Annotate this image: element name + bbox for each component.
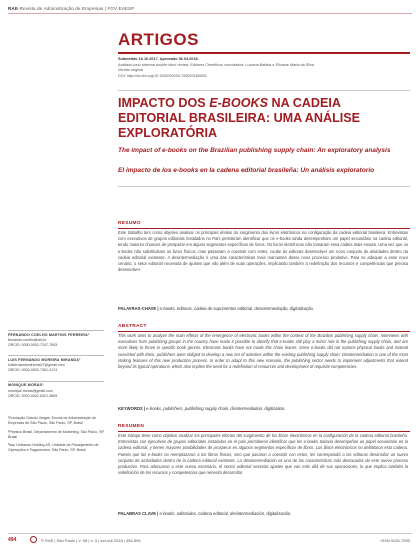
resumo-kw-label: PALAVRAS-CHAVE | <box>118 306 159 311</box>
abstract-kw-value: e-books, publishers, publishing supply chain, disintermediation, digitization. <box>145 406 286 411</box>
author-separator <box>8 330 104 331</box>
article-title <box>118 96 408 141</box>
running-head <box>8 6 134 11</box>
author-orcid[interactable]: ORCID: 0000-0002-7361-4174 <box>8 368 58 373</box>
affiliations <box>8 416 108 457</box>
journal-name: -Revista de Administração de Empresas | FGV EAESP <box>18 6 135 11</box>
resumen-body: Este trabajo tiene como objetivo analizar los principales efectos del surgimiento de los libros electrónicos en la configuración de la cadena editorial brasileña. Entrevistas con ejecutivos de grupos editoriales instalados en el país permitieron identificar que los e-books todavía desempeñan un papel secundario en la cadena editorial, y tienen mayores posibilidades de prosperar en algunos segmentos específicos de libros. Los libros electrónicos no debilitaron esta cadena. Puesto que los e-books no reemplazaron a los libros físicos, sino que pasaron a coexistir con estos, les correspondió a las editoras desarrollar un nuevo conjunto de actividades dentro de la cadena editorial existente. La desintermediación es una de las características más destacadas de este nuevo proceso productivo. Para adecuarse a este nuevo escenario, el sector editorial necesita ajustes que van más allá de sus operaciones, lo que implica también la redefinición de los recursos y competencias que necesita desarrollar. <box>118 433 408 476</box>
article-meta <box>118 57 408 79</box>
abstract-heading: ABSTRACT <box>118 324 147 329</box>
resumen-rule <box>118 431 410 432</box>
abstract-keywords <box>118 406 408 412</box>
resumo-rule <box>118 228 410 229</box>
subtitle-english: The impact of e-books on the Brazilian publishing supply chain: An exploratory analysis <box>118 147 391 154</box>
title-italic: E-BOOKS <box>209 96 268 110</box>
abstract-kw-label: KEYWORDS | <box>118 406 145 411</box>
title-part-2: NA CADEIA EDITORIAL BRASILEIRA: UMA ANÁLISE EXPLORATÓRIA <box>118 96 361 140</box>
section-title: ARTIGOS <box>118 30 199 49</box>
author-orcid[interactable]: ORCID: 0000-0002-7247-7693 <box>8 343 58 348</box>
author-1 <box>8 330 108 348</box>
author-orcid[interactable]: ORCID: 0000-0002-8321-3659 <box>8 393 58 398</box>
approved-date: Aprovado 06.04.2018. <box>159 57 199 61</box>
version-line: Versão original <box>118 68 144 73</box>
cc-license-icon <box>30 536 37 543</box>
subtitle-spanish: El impacto de los e-books en la cadena editorial brasileña: Un análisis exploratorio <box>118 167 375 174</box>
author-separator <box>8 355 104 356</box>
running-head-rule <box>8 13 412 14</box>
author-2 <box>8 355 108 373</box>
author-name: MONIQUE MORAS³ <box>8 383 44 388</box>
affiliation-3: ³Itau Unibanco Holding AS, Unidade de Planejamento de Operações e Pagamentos, São Paulo, SP, Brasil <box>8 443 99 453</box>
author-name: FERNANDO COELHO MARTINS FERREIRA¹ <box>8 332 90 337</box>
doi-link[interactable]: DOI: http://dx.doi.org/10.1590/S0034-759020180605 <box>118 73 207 78</box>
resumo-body: Este trabalho tem como objetivo analisar os principais efeitos do surgimento dos livros eletrônicos na configuração da cadeia editorial brasileira. Entrevistas com executivos de grupos editoriais instalados no País permitiram identificar que os e-books ainda desempenham um papel secundário na cadeia editorial, tendo maiores chances de prosperar em alguns segmentos específicos de livros. Os livros eletrônicos não tomaram essa cadeia mais enxuta. Uma vez que os e-books não substituíram os livros físicos, mas passaram a coexistir com estes, coube às editoras desenvolver um novo conjunto de atividades dentro da cadeia editorial existente. A desintermediação é uma das características mais marcantes desse novo processo produtivo. Para se adequar a esse novo cenário, o setor editorial necessita de ajustes que vão além de suas operações, implicando também a redefinição dos recursos e competências que precisa desenvolver. <box>118 230 408 273</box>
footer-rule <box>8 533 412 534</box>
author-separator <box>8 381 104 382</box>
author-email[interactable]: fernando.coelho@ufrj.br <box>8 337 47 342</box>
authors-column <box>8 330 108 406</box>
page-number: 494 <box>8 537 17 543</box>
author-name: LUIS FERNANDO MOREIRA MIRANDA² <box>8 357 81 362</box>
author-3 <box>8 381 108 399</box>
resumen-kw-label: PALABRAS CLAVE | <box>118 511 159 516</box>
resumen-kw-value: e-books, editoriales, cadena editorial, desintermediación, digitalización. <box>158 511 292 516</box>
footer-issn: ISSN 0034-7590 <box>380 538 410 543</box>
meta-rule <box>118 90 410 91</box>
journal-abbr: RAE <box>8 6 18 11</box>
author-email[interactable]: luisfernandomiranda27@gmail.com <box>8 363 65 368</box>
resumo-kw-value: e-books, editoras, cadeia de suprimentos editorial, desintermediação, digitalização. <box>158 306 314 311</box>
author-email[interactable]: monique.moras@gmail.com <box>8 388 53 393</box>
submitted-date: Submetido 16.10.2017. <box>118 57 159 61</box>
resumo-heading: RESUMO <box>118 221 141 226</box>
affiliation-2: ²Pepsico Brasil, Departamento de Marketing, São Paulo, SP, Brasil <box>8 429 105 439</box>
resumo-keywords <box>118 306 408 312</box>
abstract-body: This work aims to analyze the main effects of the emergence of electronic books within the context of the Brazilian publishing supply chain. Interviews with executives from publishing groups in the country have made it possible to identify that e-books still play a minor role in the publishing supply chain, and are more likely to thrive in specific book genres. Electronic books have not made this chain leaner. Since e-books did not replace physical books and instead coexisted with them, publishers were obliged to develop a new set of activities within the existing publishing supply chain. Disintermediation is one of the most striking features of this new production process. In order to adapt to this new scenario, the publishing sector needs to implement adjustments that extend beyond its typical operations, which also implies the need for a redefinition of resources and development of requisite competencies. <box>118 333 408 370</box>
resumen-heading: RESUMEN <box>118 424 145 429</box>
footer-citation: © RAE | São Paulo | V. 58 | n. 5 | set-out 2018 | 494-505 <box>41 538 141 543</box>
abstract-rule <box>118 331 410 332</box>
review-line: Avaliado pelo sistema double blind review. Editores Científicos convidados: Luciana Batista e Eliciane Maria da Silva <box>118 62 315 67</box>
title-part-1: IMPACTO DOS <box>118 96 210 110</box>
subtitle-rule <box>118 186 410 187</box>
section-rule <box>118 52 410 54</box>
affiliation-1: ¹Fundação Getulio Vargas, Escola de Administração de Empresas de São Paulo, São Paulo, SP, Brasil <box>8 416 97 426</box>
resumen-keywords <box>118 511 408 517</box>
